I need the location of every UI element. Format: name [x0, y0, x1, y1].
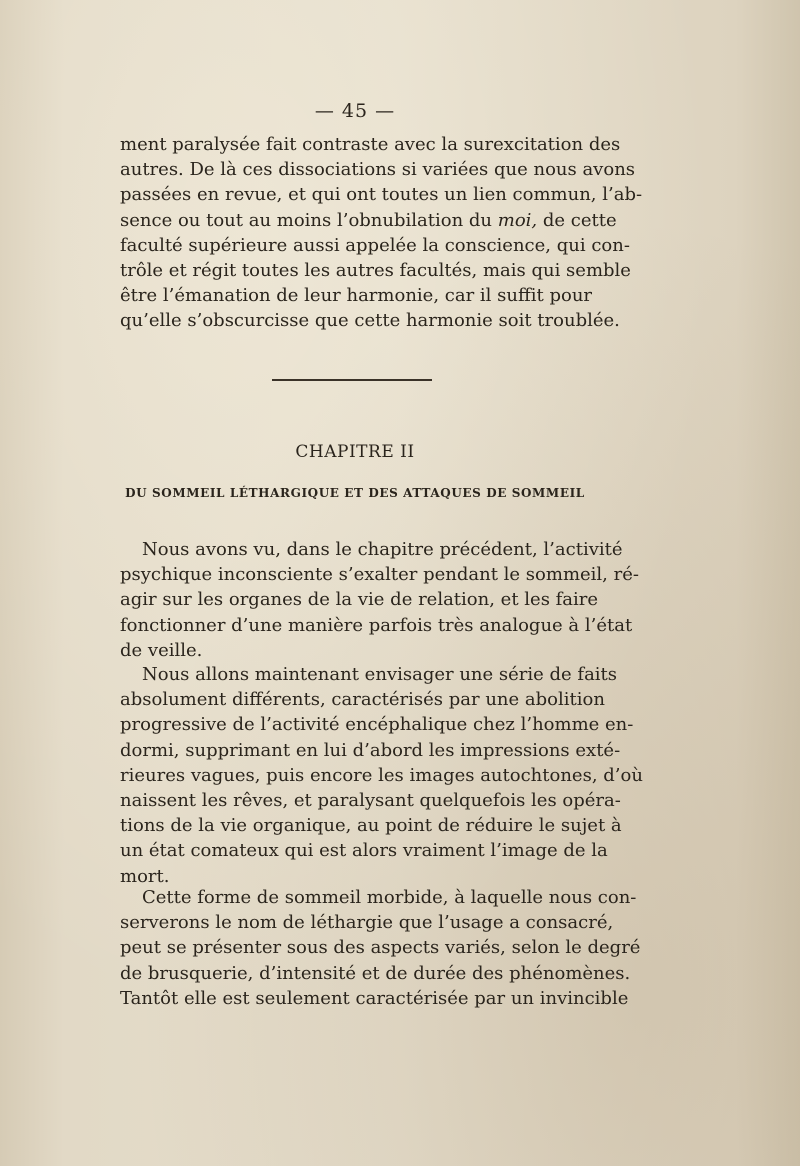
paragraph-line: faculté supérieure aussi appelée la conscience, qui con-: [120, 234, 630, 256]
line-start: sence ou tout au moins l’obnubilation du: [120, 209, 498, 231]
chapter-title: CHAPITRE II: [295, 442, 415, 462]
italic-word: moi,: [497, 209, 538, 231]
paragraph-line: tions de la vie organique, au point de réduire le sujet à: [120, 815, 622, 837]
paragraph-line: Cette forme de sommeil morbide, à laquelle nous con-: [142, 887, 637, 908]
paragraph-line: être l’émanation de leur harmonie, car il suffit pour: [120, 285, 593, 307]
paragraph-line: progressive de l’activité encéphalique chez l’homme en-: [120, 714, 634, 736]
paragraph-1: [120, 132, 643, 334]
line-end: de cette: [537, 209, 617, 231]
chapter-subtitle: DU SOMMEIL LÉTHARGIQUE ET DES ATTAQUES DE SOMMEIL: [125, 486, 585, 500]
paragraph-line: Tantôt elle est seulement caractérisée par un invincible: [120, 987, 629, 1009]
paragraph-line: psychique inconsciente s’exalter pendant le sommeil, ré-: [120, 564, 639, 586]
paragraph-line: de veille.: [120, 639, 203, 661]
paragraph-line-with-italic: [120, 208, 617, 233]
paragraph-3: [120, 662, 643, 889]
paragraph-line: fonctionner d’une manière parfois très analogue à l’état: [120, 614, 633, 636]
paragraph-line: agir sur les organes de la vie de relation, et les faire: [120, 589, 599, 611]
paragraph-line: Nous avons vu, dans le chapitre précédent, l’activité: [142, 539, 623, 560]
paragraph-line: de brusquerie, d’intensité et de durée des phénomènes.: [120, 962, 631, 984]
paragraph-line: dormi, supprimant en lui d’abord les impressions exté-: [120, 739, 621, 761]
paragraph-line: serverons le nom de léthargie que l’usage a consacré,: [120, 912, 614, 934]
paragraph-line: absolument différents, caractérisés par une abolition: [120, 689, 605, 711]
paragraph-4: [120, 885, 641, 1011]
paragraph-line: rieures vagues, puis encore les images autochtones, d’où: [120, 764, 643, 786]
paragraph-line: un état comateux qui est alors vraiment l’image de la: [120, 840, 608, 862]
paragraph-line: mort.: [120, 865, 170, 887]
paragraph-line: qu’elle s’obscurcisse que cette harmonie soit troublée.: [120, 310, 620, 332]
paragraph-line: naissent les rêves, et paralysant quelquefois les opéra-: [120, 789, 621, 811]
paragraph-line: Nous allons maintenant envisager une série de faits: [142, 664, 618, 685]
paragraph-line: trôle et régit toutes les autres facultés, mais qui semble: [120, 259, 631, 281]
paragraph-line: ment paralysée fait contraste avec la surexcitation des: [120, 134, 621, 155]
paragraph-line: autres. De là ces dissociations si variées que nous avons: [120, 159, 636, 181]
paragraph-line: passées en revue, et qui ont toutes un lien commun, l’ab-: [120, 184, 643, 206]
page-number: — 45 —: [314, 100, 396, 122]
paragraph-2: [120, 537, 639, 663]
section-divider: [272, 379, 432, 381]
paragraph-line: peut se présenter sous des aspects variés, selon le degré: [120, 937, 641, 959]
